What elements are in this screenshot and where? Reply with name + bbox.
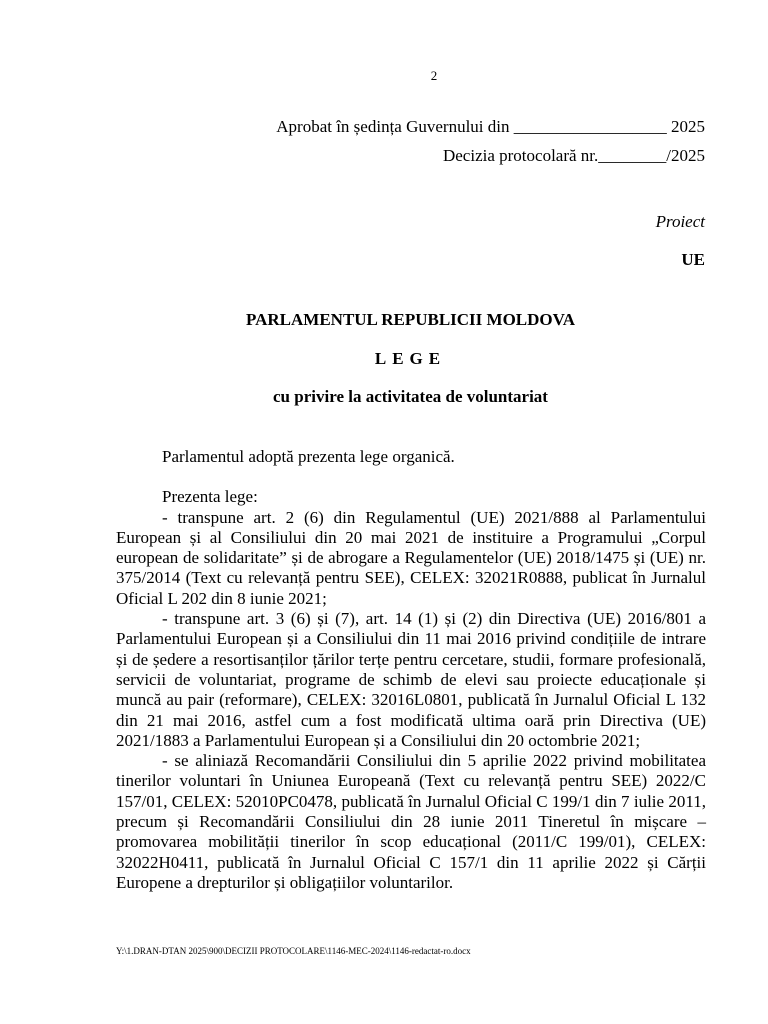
ue-label: UE — [681, 250, 705, 269]
transposition-item-2: - transpune art. 3 (6) și (7), art. 14 (1) și (2) din Directiva (UE) 2016/801 a Parlamentului European și a Consiliului din 11 mai 2016 privind condițiile de intrare și de ședere a resortisanților țărilor terțe pentru cercetare, studii, formare profesională, servicii de voluntariat, programe de schimb de elevi sau proiecte educaționale și muncă au pair (reformare), CELEX: 32016L0801, publicată în Jurnalul Oficial L 132 din 21 mai 2016, astfel cum a fost modificată ultima oară prin Directiva (UE) 2021/1883 a Parlamentului European și a Consiliului din 20 octombrie 2021; — [116, 609, 706, 750]
intro-statement: Prezenta lege: — [162, 487, 258, 507]
adoption-statement: Parlamentul adoptă prezenta lege organică. — [162, 447, 455, 466]
page-number: 2 — [430, 68, 438, 83]
draft-label: Proiect — [655, 212, 705, 231]
issuing-authority: PARLAMENTUL REPUBLICII MOLDOVA — [245, 310, 576, 329]
document-type-title: LEGE — [374, 349, 447, 368]
protocol-decision-line: Decizia protocolară nr.________/2025 — [442, 146, 705, 165]
law-subject-title: cu privire la activitatea de voluntariat — [273, 387, 548, 406]
transposition-item-1: - transpune art. 2 (6) din Regulamentul (UE) 2021/888 al Parlamentului European și al Consiliului din 20 mai 2021 de instituire a Programului „Corpul european de solidaritate” și de abrogare a Regulamentelor (UE) 2018/1475 și (UE) nr. 375/2014 (Text cu relevanță pentru SEE), CELEX: 32021R0888, publicat în Jurnalul Oficial L 202 din 8 iunie 2021; — [116, 507, 706, 608]
law-body — [116, 447, 706, 893]
file-path-footer: Y:\1.DRAN-DTAN 2025\900\DECIZII PROTOCOLARE\1146-MEC-2024\1146-redactat-ro.docx — [116, 946, 471, 956]
alignment-item-3: - se aliniază Recomandării Consiliului din 5 aprilie 2022 privind mobilitatea tinerilor voluntari în Uniunea Europeană (Text cu relevanță pentru SEE) 2022/C 157/01, CELEX: 52010PC0478, publicată în Jurnalul Oficial C 199/1 din 7 iulie 2011, precum și Recomandării Consiliului din 28 iunie 2011 Tineretul în mișcare – promovarea mobilității tinerilor în scop educațional (2011/C 199/01), CELEX: 32022H0411, publicată în Jurnalul Oficial C 157/1 din 11 aprilie 2022 și Cărții Europene a drepturilor și obligațiilor voluntarilor. — [116, 751, 706, 892]
government-approval-line: Aprobat în ședința Guvernului din __________________ 2025 — [276, 117, 705, 136]
